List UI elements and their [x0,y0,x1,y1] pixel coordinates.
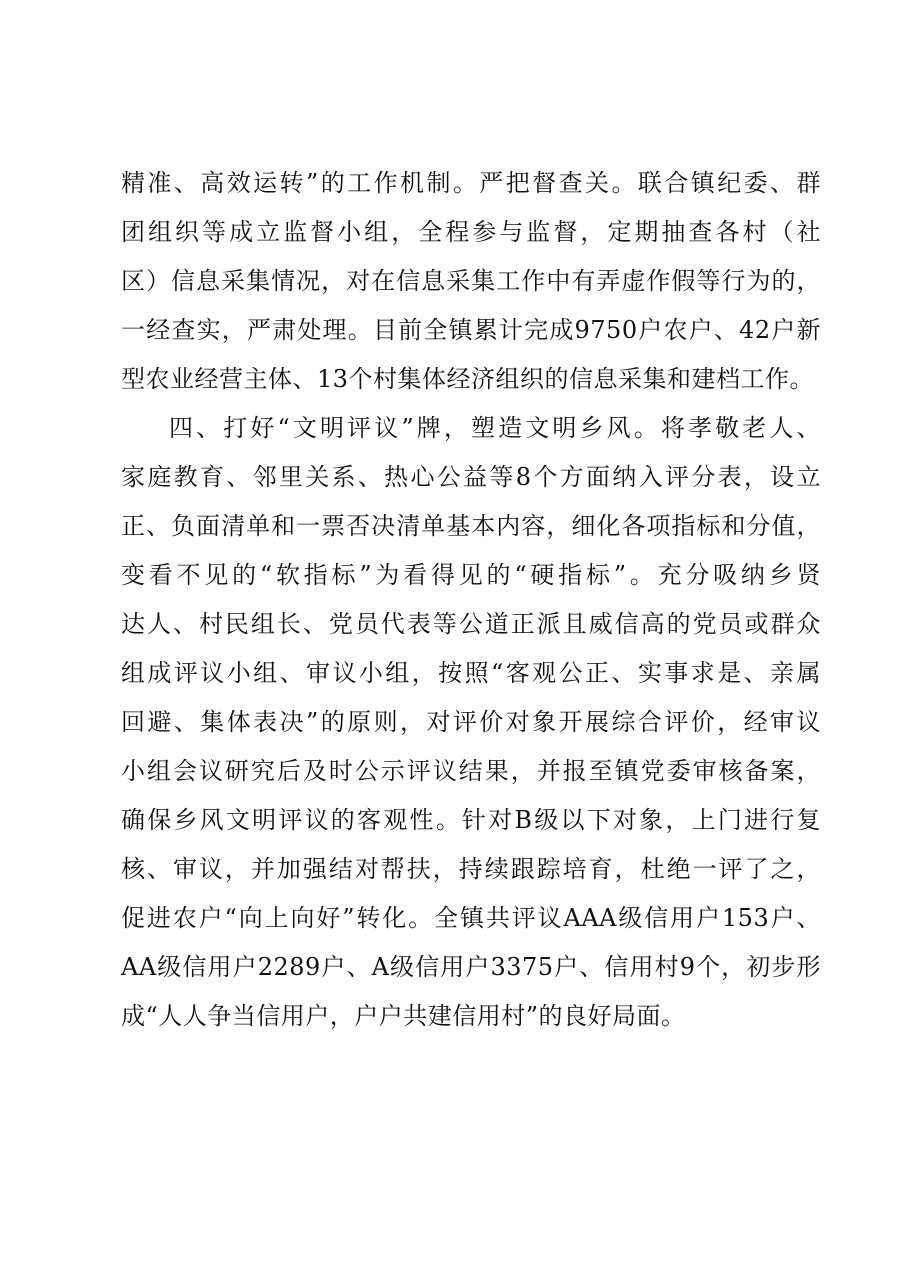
paragraph-line: 成“人人争当信用户，户户共建信用村”的良好局面。 [121,1002,686,1030]
paragraph-line: 确保乡风文明评议的客观性。针对B级以下对象，上门进行复 [121,806,821,834]
paragraph-line: 促进农户“向上向好”转化。全镇共评议AAA级信用户153户、 [121,904,821,932]
paragraph-line: 变看不见的“软指标”为看得见的“硬指标”。充分吸纳乡贤 [121,561,821,589]
document-body [121,164,821,1046]
paragraph-2 [121,409,821,1035]
paragraph-line: 四、打好“文明评议”牌，塑造文明乡风。将孝敬老人、 [169,414,821,442]
paragraph-line: 一经查实，严肃处理。目前全镇累计完成9750户农户、42户新 [121,316,821,344]
paragraph-line: 小组会议研究后及时公示评议结果，并报至镇党委审核备案， [121,757,821,785]
paragraph-line: 核、审议，并加强结对帮扶，持续跟踪培育，杜绝一评了之， [121,855,821,883]
paragraph-line: 区）信息采集情况，对在信息采集工作中有弄虚作假等行为的， [121,267,821,295]
paragraph-line: 回避、集体表决”的原则，对评价对象开展综合评价，经审议 [121,708,821,736]
paragraph-line: 精准、高效运转”的工作机制。严把督查关。联合镇纪委、群 [121,169,821,197]
paragraph-line: 型农业经营主体、13个村集体经济组织的信息采集和建档工作。 [121,365,815,393]
paragraph-1 [121,164,821,398]
paragraph-line: 正、负面清单和一票否决清单基本内容，细化各项指标和分值， [121,512,821,540]
paragraph-line: 家庭教育、邻里关系、热心公益等8个方面纳入评分表，设立 [121,463,821,491]
paragraph-line: 达人、村民组长、党员代表等公道正派且威信高的党员或群众 [121,610,821,638]
paragraph-line: AA级信用户2289户、A级信用户3375户、信用村9个，初步形 [121,953,821,981]
paragraph-line: 团组织等成立监督小组，全程参与监督，定期抽查各村（社 [121,218,821,246]
paragraph-line: 组成评议小组、审议小组，按照“客观公正、实事求是、亲属 [121,659,821,687]
